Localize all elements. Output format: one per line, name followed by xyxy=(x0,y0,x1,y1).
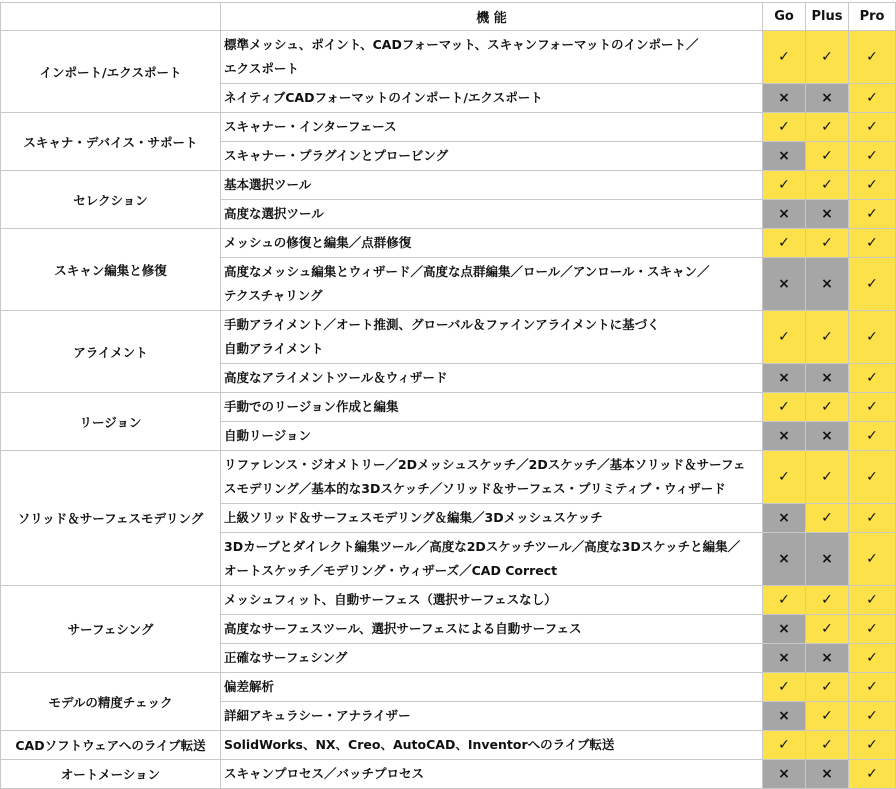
check-mark-icon-plus: ✓ xyxy=(806,586,849,615)
header-tier-pro: Pro xyxy=(849,3,896,31)
check-mark-icon-plus: ✓ xyxy=(806,673,849,702)
feature-text-line: 高度なアライメントツール＆ウィザード xyxy=(224,370,448,385)
check-mark-icon-pro: ✓ xyxy=(849,731,896,760)
feature-cell xyxy=(221,142,763,171)
feature-text-line: 手動アライメント／オート推測、グローバル＆ファインアライメントに基づく xyxy=(224,317,660,332)
feature-cell xyxy=(221,586,763,615)
check-mark-icon-plus: ✓ xyxy=(806,142,849,171)
category-cell: リージョン xyxy=(1,393,221,451)
feature-text-line: メッシュフィット、自動サーフェス（選択サーフェスなし） xyxy=(224,592,557,607)
feature-text-line: エクスポート xyxy=(224,61,299,76)
feature-text-line: 自動リージョン xyxy=(224,428,312,443)
feature-text-line: 詳細アキュラシー・アナライザー xyxy=(224,708,411,723)
check-mark-icon-plus: ✓ xyxy=(806,702,849,731)
table-row xyxy=(1,731,896,760)
cross-mark-icon-plus: × xyxy=(806,533,849,586)
check-mark-icon-pro: ✓ xyxy=(849,200,896,229)
feature-text-line: 手動でのリージョン作成と編集 xyxy=(224,399,399,414)
cross-mark-icon-plus: × xyxy=(806,422,849,451)
check-mark-icon-plus: ✓ xyxy=(806,229,849,258)
cross-mark-icon-go: × xyxy=(763,644,806,673)
table-row xyxy=(1,311,896,364)
cross-mark-icon-go: × xyxy=(763,422,806,451)
category-cell: モデルの精度チェック xyxy=(1,673,221,731)
feature-cell xyxy=(221,731,763,760)
feature-text-line: 高度なメッシュ編集とウィザード／高度な点群編集／ロール／アンロール・スキャン／ xyxy=(224,264,710,279)
feature-cell xyxy=(221,533,763,586)
feature-comparison-table xyxy=(0,2,896,789)
check-mark-icon-plus: ✓ xyxy=(806,615,849,644)
check-mark-icon-pro: ✓ xyxy=(849,422,896,451)
feature-text-line: 正確なサーフェシング xyxy=(224,650,348,665)
cross-mark-icon-go: × xyxy=(763,504,806,533)
check-mark-icon-plus: ✓ xyxy=(806,113,849,142)
feature-cell xyxy=(221,702,763,731)
check-mark-icon-go: ✓ xyxy=(763,113,806,142)
cross-mark-icon-go: × xyxy=(763,702,806,731)
feature-cell xyxy=(221,311,763,364)
check-mark-icon-go: ✓ xyxy=(763,393,806,422)
cross-mark-icon-plus: × xyxy=(806,258,849,311)
check-mark-icon-go: ✓ xyxy=(763,31,806,84)
table-row xyxy=(1,673,896,702)
feature-text-line: 基本選択ツール xyxy=(224,177,312,192)
check-mark-icon-pro: ✓ xyxy=(849,644,896,673)
feature-cell xyxy=(221,422,763,451)
cross-mark-icon-go: × xyxy=(763,258,806,311)
category-cell: サーフェシング xyxy=(1,586,221,673)
check-mark-icon-pro: ✓ xyxy=(849,113,896,142)
category-cell: ソリッド＆サーフェスモデリング xyxy=(1,451,221,586)
check-mark-icon-plus: ✓ xyxy=(806,731,849,760)
feature-text-line: 上級ソリッド＆サーフェスモデリング＆編集／3Dメッシュスケッチ xyxy=(224,510,603,525)
cross-mark-icon-go: × xyxy=(763,200,806,229)
feature-cell xyxy=(221,393,763,422)
table-row xyxy=(1,229,896,258)
feature-cell xyxy=(221,615,763,644)
feature-text-line: ネイティブCADフォーマットのインポート/エクスポート xyxy=(224,90,543,105)
table-body xyxy=(1,31,896,789)
feature-cell xyxy=(221,258,763,311)
cross-mark-icon-go: × xyxy=(763,364,806,393)
feature-cell xyxy=(221,451,763,504)
header-feature: 機 能 xyxy=(221,3,763,31)
cross-mark-icon-plus: × xyxy=(806,644,849,673)
check-mark-icon-go: ✓ xyxy=(763,586,806,615)
feature-cell xyxy=(221,644,763,673)
feature-text-line: 高度な選択ツール xyxy=(224,206,324,221)
table-row xyxy=(1,31,896,84)
feature-text-line: テクスチャリング xyxy=(224,288,323,303)
check-mark-icon-pro: ✓ xyxy=(849,504,896,533)
check-mark-icon-pro: ✓ xyxy=(849,258,896,311)
feature-cell xyxy=(221,673,763,702)
check-mark-icon-pro: ✓ xyxy=(849,171,896,200)
check-mark-icon-pro: ✓ xyxy=(849,142,896,171)
check-mark-icon-pro: ✓ xyxy=(849,533,896,586)
table-row xyxy=(1,171,896,200)
check-mark-icon-pro: ✓ xyxy=(849,702,896,731)
feature-text-line: 偏差解析 xyxy=(224,679,275,694)
check-mark-icon-pro: ✓ xyxy=(849,451,896,504)
check-mark-icon-pro: ✓ xyxy=(849,84,896,113)
category-cell: CADソフトウェアへのライブ転送 xyxy=(1,731,221,760)
feature-text-line: スキャナー・プラグインとプロービング xyxy=(224,148,449,163)
check-mark-icon-go: ✓ xyxy=(763,171,806,200)
category-cell: スキャナ・デバイス・サポート xyxy=(1,113,221,171)
cross-mark-icon-plus: × xyxy=(806,200,849,229)
table-row xyxy=(1,393,896,422)
check-mark-icon-go: ✓ xyxy=(763,311,806,364)
check-mark-icon-pro: ✓ xyxy=(849,364,896,393)
table-row xyxy=(1,760,896,789)
cross-mark-icon-plus: × xyxy=(806,364,849,393)
category-cell: オートメーション xyxy=(1,760,221,789)
category-cell: インポート/エクスポート xyxy=(1,31,221,113)
header-row xyxy=(1,3,896,31)
feature-text-line: オートスケッチ／モデリング・ウィザーズ／CAD Correct xyxy=(224,563,558,578)
feature-cell xyxy=(221,364,763,393)
category-cell: アライメント xyxy=(1,311,221,393)
table-row xyxy=(1,586,896,615)
feature-cell xyxy=(221,760,763,789)
feature-text-line: 3Dカーブとダイレクト編集ツール／高度な2Dスケッチツール／高度な3Dスケッチと編集／ xyxy=(224,539,741,554)
feature-cell xyxy=(221,200,763,229)
check-mark-icon-go: ✓ xyxy=(763,731,806,760)
feature-text-line: 高度なサーフェスツール、選択サーフェスによる自動サーフェス xyxy=(224,621,582,636)
feature-cell xyxy=(221,113,763,142)
check-mark-icon-go: ✓ xyxy=(763,229,806,258)
feature-cell xyxy=(221,171,763,200)
feature-text-line: リファレンス・ジオメトリー／2Dメッシュスケッチ／2Dスケッチ／基本ソリッド＆サーフェ xyxy=(224,457,746,472)
check-mark-icon-plus: ✓ xyxy=(806,393,849,422)
feature-cell xyxy=(221,229,763,258)
cross-mark-icon-go: × xyxy=(763,533,806,586)
check-mark-icon-go: ✓ xyxy=(763,451,806,504)
check-mark-icon-pro: ✓ xyxy=(849,673,896,702)
check-mark-icon-plus: ✓ xyxy=(806,171,849,200)
check-mark-icon-pro: ✓ xyxy=(849,615,896,644)
cross-mark-icon-plus: × xyxy=(806,760,849,789)
header-tier-go: Go xyxy=(763,3,806,31)
feature-cell xyxy=(221,31,763,84)
category-cell: セレクション xyxy=(1,171,221,229)
check-mark-icon-plus: ✓ xyxy=(806,504,849,533)
cross-mark-icon-go: × xyxy=(763,760,806,789)
check-mark-icon-plus: ✓ xyxy=(806,311,849,364)
check-mark-icon-pro: ✓ xyxy=(849,31,896,84)
feature-cell xyxy=(221,84,763,113)
cross-mark-icon-plus: × xyxy=(806,84,849,113)
feature-text-line: SolidWorks、NX、Creo、AutoCAD、Inventorへのライブ転送 xyxy=(224,737,615,752)
feature-text-line: スキャナー・インターフェース xyxy=(224,119,397,134)
check-mark-icon-go: ✓ xyxy=(763,673,806,702)
feature-text-line: スキャンプロセス／バッチプロセス xyxy=(224,766,425,781)
feature-cell xyxy=(221,504,763,533)
cross-mark-icon-go: × xyxy=(763,142,806,171)
header-category xyxy=(1,3,221,31)
check-mark-icon-plus: ✓ xyxy=(806,31,849,84)
cross-mark-icon-go: × xyxy=(763,84,806,113)
table-row xyxy=(1,113,896,142)
check-mark-icon-pro: ✓ xyxy=(849,393,896,422)
category-cell: スキャン編集と修復 xyxy=(1,229,221,311)
table-row xyxy=(1,451,896,504)
feature-text-line: メッシュの修復と編集／点群修復 xyxy=(224,235,412,250)
header-tier-plus: Plus xyxy=(806,3,849,31)
cross-mark-icon-go: × xyxy=(763,615,806,644)
check-mark-icon-pro: ✓ xyxy=(849,760,896,789)
feature-text-line: スモデリング／基本的な3Dスケッチ／ソリッド＆サーフェス・プリミティブ・ウィザード xyxy=(224,481,726,496)
check-mark-icon-plus: ✓ xyxy=(806,451,849,504)
check-mark-icon-pro: ✓ xyxy=(849,586,896,615)
check-mark-icon-pro: ✓ xyxy=(849,311,896,364)
feature-text-line: 自動アライメント xyxy=(224,341,324,356)
check-mark-icon-pro: ✓ xyxy=(849,229,896,258)
feature-text-line: 標準メッシュ、ポイント、CADフォーマット、スキャンフォーマットのインポート／ xyxy=(224,37,699,52)
